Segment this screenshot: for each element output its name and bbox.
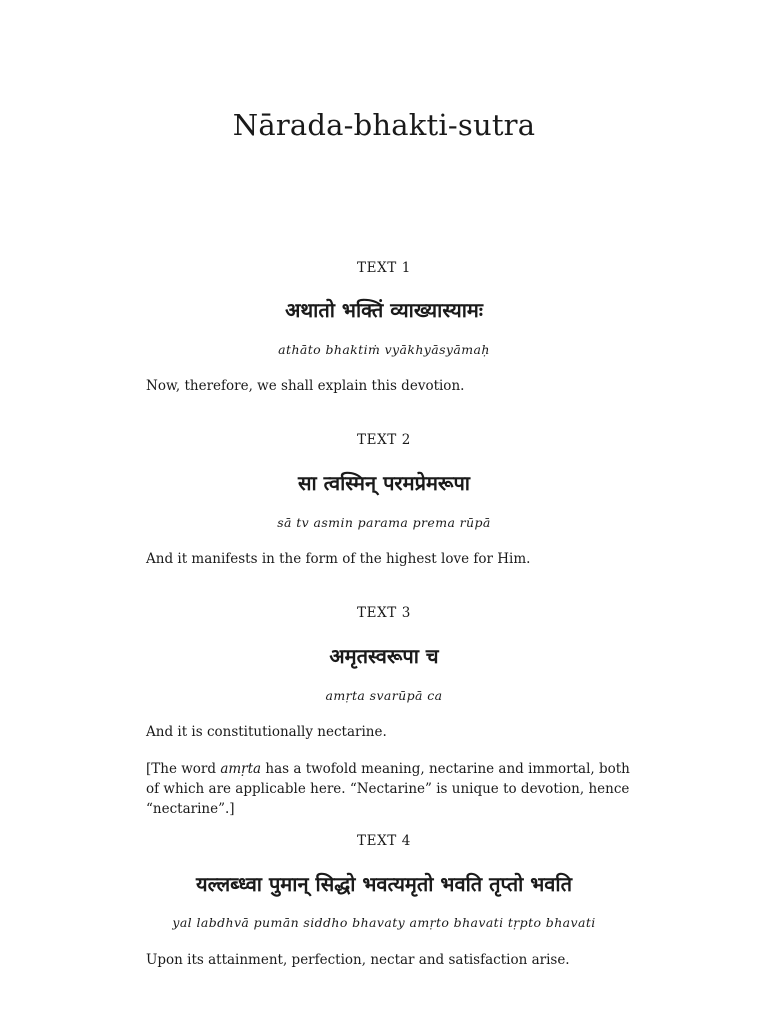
text-2-devanagari: सा त्वस्मिन् परमप्रेमरूपा <box>298 471 470 495</box>
text-2-label: TEXT 2 <box>357 432 411 448</box>
text-1-transliteration: athāto bhaktiṁ vyākhyāsyāmaḥ <box>278 342 490 357</box>
text-3-label: TEXT 3 <box>357 605 411 621</box>
text-1-devanagari: अथातो भक्तिं व्याख्यास्यामः <box>285 298 483 322</box>
note-text-before: [The word <box>146 761 221 777</box>
text-3-translation: And it is constitutionally nectarine. <box>146 724 387 740</box>
page-title: Nārada-bhakti-sutra <box>232 108 536 142</box>
text-2-translation: And it manifests in the form of the highest love for Him. <box>146 551 531 567</box>
text-3-note <box>146 759 636 819</box>
text-4-devanagari: यल्लब्ध्वा पुमान् सिद्धो भवत्यमृतो भवति तृप्तो भवति <box>195 872 573 896</box>
text-3-devanagari: अमृतस्वरूपा च <box>329 644 439 668</box>
text-2-transliteration: sā tv asmin parama prema rūpā <box>277 515 491 530</box>
text-3-transliteration: amṛta svarūpā ca <box>325 688 443 703</box>
note-emphasis-amrta: amṛta <box>220 761 262 777</box>
note-text-after: has a twofold meaning, nectarine and immortal, both of which are applicable here. “Nectarine” is unique to devotion, hence “nectarine”.] <box>146 761 630 817</box>
text-1-translation: Now, therefore, we shall explain this devotion. <box>146 378 465 394</box>
text-4-transliteration: yal labdhvā pumān siddho bhavaty amṛto bhavati tṛpto bhavati <box>172 915 596 930</box>
text-4-label: TEXT 4 <box>357 833 411 849</box>
text-1-label: TEXT 1 <box>357 260 411 276</box>
text-4-translation: Upon its attainment, perfection, nectar and satisfaction arise. <box>146 952 570 968</box>
